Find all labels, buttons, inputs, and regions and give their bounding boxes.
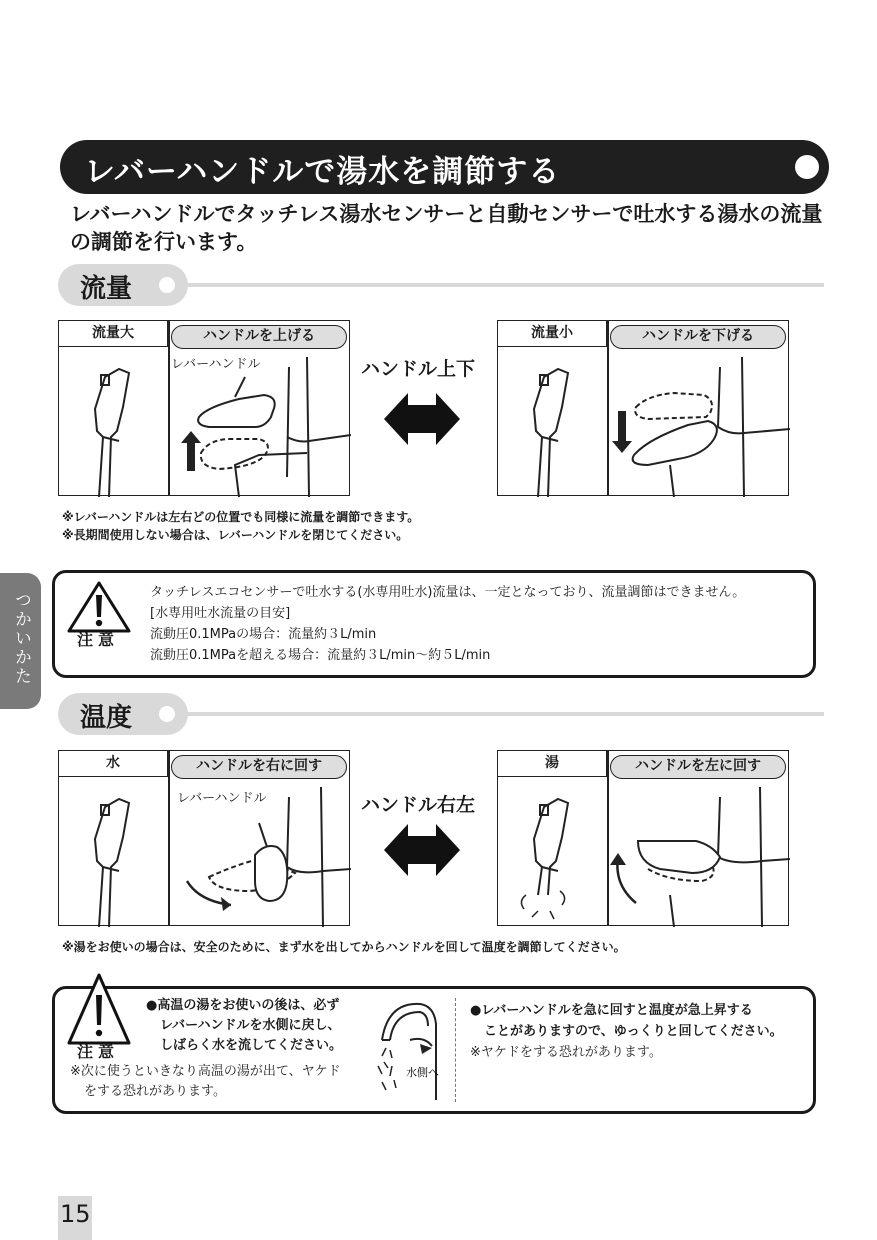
temp-panel-hot [497,750,789,926]
caution-text-temp-left: ●高温の湯をお使いの後は、必ず レバーハンドルを水側に戻し、 しばらく水を流してください。 [146,998,343,1053]
section-header-temp [58,693,828,735]
part-label: レバーハンドル [171,357,261,372]
side-tab[interactable] [0,573,41,709]
page-number: 15 [60,1200,91,1228]
page-title: レバーハンドルで湯水を調節する [84,154,561,190]
section-label-flow: 流量 [80,274,133,304]
caution-label: 注意 [77,1042,120,1061]
caution-label: 注意 [77,630,120,649]
divider [455,998,456,1102]
temp-note: ※湯をお使いの場合は、安全のために、まず水を出してからハンドルを回して温度を調節してください。 [62,940,626,954]
double-arrow-icon [384,389,460,449]
temp-panel-cold [58,750,350,926]
temp-middle-label: ハンドル右左 [361,794,476,816]
panel-caption: ハンドルを右に回す [171,755,347,779]
caution-note-temp-left: ※次に使うといきなり高温の湯が出て、ヤケド をする恐れがあります。 [70,1064,341,1099]
flow-panel-low [497,320,789,496]
faucet-illustration [498,777,790,927]
page-title-bar [60,140,829,194]
faucet-water-illustration [374,996,450,1104]
warning-icon [67,973,131,1045]
flow-note: ※レバーハンドルは左右どの位置でも同様に流量を調節できます。 ※長期間使用しない場合は、レバーハンドルを閉じてください。 [62,510,420,542]
flow-panel-high [58,320,350,496]
warning-icon [67,581,131,633]
figure-label: 水側へ [406,1066,439,1079]
part-label: レバーハンドル [177,791,267,806]
title-dot [795,155,819,179]
panel-caption: ハンドルを左に回す [610,755,786,779]
double-arrow-icon [384,820,460,880]
caution-text-temp-right: ●レバーハンドルを急に回すと温度が急上昇する ことがありますので、ゆっくりと回してください。 ※ヤケドをする恐れがあります。 [470,1003,783,1060]
intro-text: レバーハンドルでタッチレス湯水センサーと自動センサーで吐水する湯水の流量の調節を行います。 [70,202,823,254]
section-header-flow [58,264,828,306]
faucet-illustration [498,347,790,497]
panel-header: 流量小 [498,321,607,347]
caution-text-flow: タッチレスエコセンサーで吐水する(水専用吐水)流量は、一定となっており、流量調節はできません。 [水専用吐水流量の目安] 流動圧0.1MPaの場合：流量約３L/min 流動圧0.1MPaを超える場合：流量約３L/min〜約５L/min [150,585,746,663]
side-tab-label: つかいかた [11,591,31,686]
panel-caption: ハンドルを上げる [171,325,347,349]
panel-header: 湯 [498,751,607,777]
flow-middle-label: ハンドル上下 [361,358,476,380]
panel-header: 水 [59,751,168,777]
panel-header: 流量大 [59,321,168,347]
panel-caption: ハンドルを下げる [610,325,786,349]
section-label-temp: 温度 [80,703,133,733]
